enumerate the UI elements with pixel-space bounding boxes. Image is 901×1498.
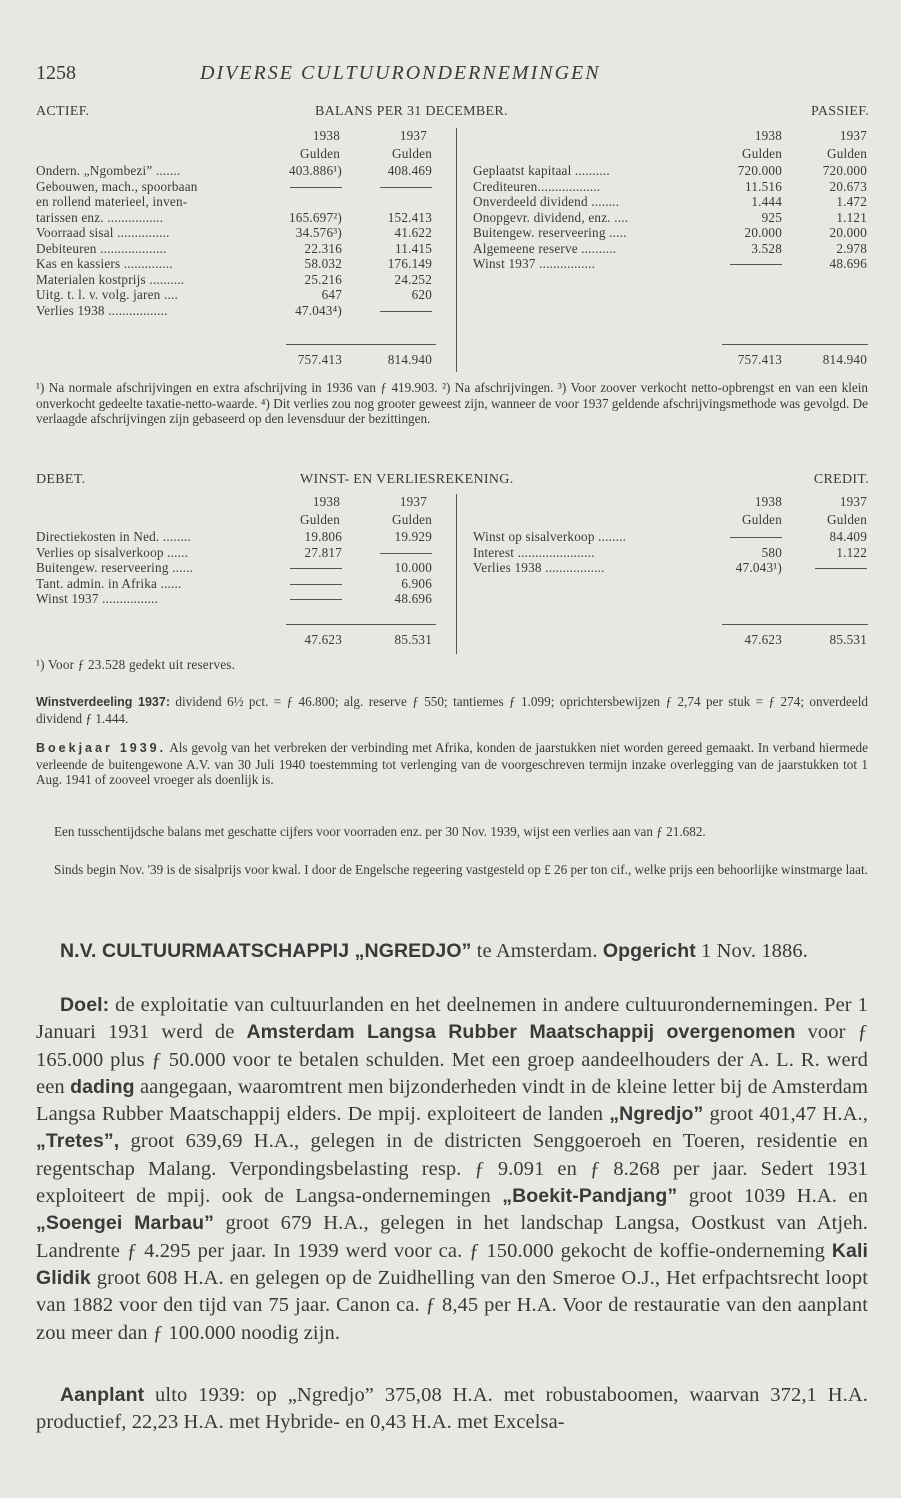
passief-row-value-1937: 720.000 [822,163,867,178]
debet-row-value-1938 [285,560,342,576]
debet-total-1937: 85.531 [394,632,432,647]
winstverdeeling-label: Winstverdeeling 1937: [36,695,170,709]
actief-row-label [36,179,280,195]
doel-paragraph [36,992,868,1347]
empty-value-dash [290,599,342,600]
actief-row-label-text: Kas en kassiers [36,256,121,271]
actief-row-label [36,225,280,241]
debet-row-value-1937: 48.696 [394,591,432,606]
credit-row-label-text: Interest [473,544,515,560]
actief-row-value-1938: 165.697²) [288,209,342,225]
debet-row-leader: ...... [163,544,189,560]
balance-title: BALANS PER 31 DECEMBER. [315,104,508,119]
passief-row-leader: ........ [587,194,620,209]
aanplant-paragraph [36,1382,868,1437]
debet-total-1938: 47.623 [304,632,342,647]
unit-1937: Gulden [391,146,432,161]
company-location: te Amsterdam. [471,940,603,962]
actief-row-label [36,241,280,257]
boekjaar-paragraph-2: Een tusschentijdsche balans met geschatte cijfers voor voorraden enz. per 30 Nov. 1939, wijst een verlies aan van ƒ 21.682. [54,824,706,839]
actief-row-value-1937: 620 [411,287,432,302]
debet-row-leader: ........ [159,529,191,544]
passief-row-leader: .................. [537,178,601,194]
passief-row-value-1937: 20.000 [829,225,867,240]
wv-year-1938-right: 1938 [754,494,782,509]
opgericht-date: 1 Nov. 1886. [695,940,808,962]
credit-row-label [473,529,723,545]
credit-row-value-1938 [725,529,782,545]
year-1937-right: 1937 [839,128,867,143]
actief-row-label [36,303,280,319]
company-name: N.V. CULTUURMAATSCHAPPIJ „NGREDJO” [60,940,472,962]
credit-total-rule [722,624,868,625]
actief-total-rule [286,344,436,345]
actief-heading: ACTIEF. [36,104,90,119]
actief-row-value-1937 [370,303,432,319]
doel-bold-5: „Boekit-Pandjang” [502,1185,678,1208]
unit-1938: Gulden [299,146,340,161]
year-1938-right: 1938 [754,128,782,143]
running-title: DIVERSE CULTUURONDERNEMINGEN [200,62,601,84]
aanplant-label: Aanplant [60,1384,145,1406]
actief-row-leader: ....... [152,163,181,178]
actief-row-value-1937: 152.413 [387,209,432,225]
credit-heading: CREDIT. [813,472,869,487]
actief-row-label-text: en rollend materieel, inven- [36,194,188,209]
year-1938: 1938 [312,128,340,143]
opgericht-label: Opgericht [602,940,696,962]
passief-total-rule [722,344,868,345]
aanplant-text: ulto 1939: op „Ngredjo” 375,08 H.A. met robustaboomen, waarvan 372,1 H.A. productief, 22,23 H.A. met Hybride- en 0,43 H.A. met Excelsa- [36,1384,868,1434]
empty-value-dash [290,187,342,188]
empty-value-dash [380,553,432,554]
debet-heading: DEBET. [36,472,86,487]
doel-text-7: groot 679 H.A., gelegen in het landschap Langsa, Oostkust van Atjeh. Landrente ƒ 4.295 per jaar. In 1939 werd voor ca. ƒ 150.000 gekocht de koffie-onderneming [36,1212,869,1262]
actief-row-label [36,194,280,210]
winstverdeeling-paragraph [36,694,868,726]
passief-row-value-1938 [725,256,782,272]
debet-row-leader: ...... [168,560,194,575]
credit-row-label-text: Verlies 1938 [473,560,542,575]
wv-footnote: ¹) Voor ƒ 23.528 gedekt uit reserves. [36,657,236,672]
passief-row-label [473,256,723,272]
passief-heading: PASSIEF. [811,104,869,119]
actief-row-value-1938: 647 [321,287,342,302]
debet-row-value-1937: 19.929 [394,529,432,544]
passief-row-value-1938: 925 [761,209,782,225]
wv-year-1937-right: 1937 [839,494,867,509]
actief-row-label [36,210,280,226]
passief-row-value-1938: 1.444 [751,194,782,209]
credit-row-leader: ...................... [514,544,595,560]
actief-row-value-1938: 25.216 [304,271,342,287]
actief-row-leader: .......... [145,271,185,287]
balance-divider [456,128,457,372]
passief-row-value-1938: 3.528 [751,240,782,256]
doel-text-5: groot 639,69 H.A., gelegen in de districten Senggoeroeh en Toeren, residentie en regentschap Malang. Verpondingsbelasting resp. ƒ 9.091 en ƒ 8.268 per jaar. Sedert 1931 exploiteert de mpij. ook de Langsa-ondernemingen [36,1130,868,1208]
debet-row-label [36,529,286,545]
debet-row-label [36,560,286,576]
actief-row-leader: ................. [104,302,168,318]
boekjaar-paragraph [36,740,868,788]
passief-row-leader: .......... [577,240,617,256]
passief-row-label [473,225,723,241]
passief-row-label-text: Buitengew. reserveering [473,225,606,240]
empty-value-dash [380,187,432,188]
empty-value-dash [730,264,782,265]
doel-text-3: aangegaan, waaromtrent men bijzonderheden vindt in de kleine letter bij de Amsterdam Langsa Rubber Maatschappij elders. De mpij. exploiteert de landen [36,1075,868,1126]
debet-row-label [36,576,286,592]
actief-row-leader: .... [160,287,178,302]
passief-row-leader: ................ [535,256,596,271]
year-1937: 1937 [399,128,427,143]
debet-row-label-text: Directiekosten in Ned. [36,529,160,544]
wv-unit-1937: Gulden [391,512,432,527]
credit-row-value-1937: 1.122 [836,544,867,560]
credit-row-leader: ........ [594,529,627,544]
passief-row-leader: .......... [571,163,610,178]
wv-title: WINST- EN VERLIESREKENING. [300,472,514,487]
actief-row-value-1937: 176.149 [387,256,432,271]
debet-row-value-1938: 19.806 [304,529,342,544]
doel-text-4: groot 401,47 H.A., [703,1103,869,1126]
debet-row-label-text: Verlies op sisalverkoop [36,544,164,560]
doel-bold-4: „Tretes”, [36,1130,120,1153]
actief-row-leader: ............... [113,225,170,240]
credit-row-value-1937: 84.409 [829,529,867,544]
actief-row-label-text: Debiteuren [36,240,97,256]
actief-row-label-text: Ondern. „Ngombezi” [36,163,153,178]
actief-row-label-text: Verlies 1938 [36,302,105,318]
debet-row-label-text: Buitengew. reserveering [36,560,169,575]
actief-total-1938: 757.413 [297,352,342,367]
wv-year-1938: 1938 [312,494,340,509]
passief-row-value-1937: 2.978 [836,240,867,256]
passief-row-label-text: Winst 1937 [473,256,536,271]
company-heading [36,938,868,965]
doel-text-6: groot 1039 H.A. en [677,1185,868,1208]
actief-row-value-1937: 41.622 [394,225,432,240]
empty-value-dash [290,568,342,569]
actief-row-value-1938: 22.316 [304,240,342,256]
empty-value-dash [815,568,867,569]
empty-value-dash [380,311,432,312]
debet-row-value-1937: 10.000 [394,560,432,575]
passief-row-value-1938: 20.000 [744,225,782,240]
passief-row-value-1938: 11.516 [745,178,782,194]
balance-footnotes: ¹) Na normale afschrijvingen en extra afschrijving in 1936 van ƒ 419.903. ²) Na afschrijvingen. ³) Voor zoover verkocht netto-opbrengst en van een klein onverkocht gedeelte taxatie-netto-waarde. ⁴) Dit verlies zou nog grooter geweest zijn, wanneer de voor 1937 geldende afschrijvingsmethode was gevolgd. De verlaagde afschrijvingen zijn gebaseerd op den levensduur der bezittingen. [36,380,868,427]
boekjaar-paragraph-3: Sinds begin Nov. '39 is de sisalprijs voor kwal. I door de Engelsche regeering vastgesteld op £ 26 per ton cif., welke prijs een behoorlijke winstmarge laat. [54,862,868,877]
credit-row-leader: ................. [541,560,605,575]
actief-row-value-1937: 408.469 [387,163,432,178]
debet-row-value-1938: 27.817 [304,544,342,560]
actief-row-label-text: Uitg. t. l. v. volg. jaren [36,287,161,302]
actief-row-label-text: Materialen kostprijs [36,271,146,287]
debet-row-label [36,545,286,561]
credit-total-1937: 85.531 [829,632,867,647]
wv-unit-1937-right: Gulden [826,512,867,527]
passief-row-leader: ..... [605,225,627,240]
empty-value-dash [290,584,342,585]
doel-bold-3: „Ngredjo” [609,1103,704,1126]
doel-bold-6: „Soengei Marbau” [36,1212,214,1235]
debet-row-leader: ...... [157,575,182,591]
winstverdeeling-text: dividend 6½ pct. = ƒ 46.800; alg. reserve ƒ 550; tantiemes ƒ 1.099; oprichtersbewijzen ƒ 2,74 per stuk = ƒ 274; onverdeeld dividend ƒ 1.444. [36,694,868,726]
doel-label: Doel: [60,994,110,1016]
actief-row-value-1937 [370,179,432,195]
debet-row-label [36,591,286,607]
debet-row-value-1937 [370,545,432,561]
debet-row-leader: ................ [98,591,159,606]
actief-row-label [36,272,280,288]
passief-row-value-1937: 48.696 [829,256,867,271]
boekjaar-text: Als gevolg van het verbreken der verbinding met Afrika, konden de jaarstukken niet worden gereed gemaakt. In verband hiermede verleende de buitengewone A.V. van 30 Juli 1940 toestemming tot verlenging van de voorgeschreven termijn inzake overlegging van de jaarstukken tot 1 Aug. 1941 of zooveel vroeger als doenlijk is. [36,740,869,788]
passief-row-value-1937: 20.673 [829,178,867,194]
unit-1938-right: Gulden [741,146,782,161]
wv-unit-1938-right: Gulden [741,512,782,527]
actief-row-label [36,163,280,179]
debet-row-value-1938 [285,576,342,592]
unit-1937-right: Gulden [826,146,867,161]
passief-total-1937: 814.940 [822,352,867,367]
passief-row-label-text: Onverdeeld dividend [473,194,588,209]
empty-value-dash [730,537,782,538]
actief-row-value-1938: 58.032 [304,256,342,271]
wv-divider [456,494,457,654]
credit-row-value-1938: 580 [761,544,782,560]
credit-row-label [473,545,723,561]
wv-year-1937: 1937 [399,494,427,509]
actief-row-leader: .............. [120,256,173,271]
actief-row-value-1938: 34.576³) [295,225,342,240]
passief-row-label [473,163,723,179]
passief-row-label [473,210,723,226]
passief-row-leader: .... [610,209,629,225]
passief-row-label-text: Crediteuren [473,178,538,194]
doel-text-2: voor ƒ 165.000 plus ƒ 50.000 voor te betalen schulden. Met een groep aandeelhouders der A. L. R. werd een [36,1021,868,1098]
doel-bold-2: dading [70,1075,135,1098]
doel-text-1: de exploitatie van cultuurlanden en het deelnemen in andere cultuurondernemingen. Per 1 Januari 1931 werd de [36,994,868,1044]
actief-row-value-1937: 24.252 [394,271,432,287]
debet-total-rule [286,624,436,625]
passief-row-value-1937: 1.472 [836,194,867,209]
actief-row-label [36,287,280,303]
actief-row-leader: ................ [103,209,164,225]
page-number: 1258 [36,62,76,84]
debet-row-label-text: Winst 1937 [36,591,99,606]
passief-row-label-text: Onopgevr. dividend, enz. [473,209,611,225]
actief-row-value-1938: 47.043⁴) [295,302,342,318]
credit-total-1938: 47.623 [744,632,782,647]
actief-row-label [36,256,280,272]
passief-row-value-1938: 720.000 [737,163,782,178]
actief-row-label-text: Voorraad sisal [36,225,114,240]
passief-row-label [473,194,723,210]
passief-row-label-text: Algemeene reserve [473,240,578,256]
doel-bold-7: Kali Glidik [36,1239,868,1289]
actief-row-leader: ................... [96,240,167,256]
credit-row-label [473,560,723,576]
debet-row-value-1938 [285,591,342,607]
passief-total-1938: 757.413 [737,352,782,367]
actief-row-label-text: tarissen enz. [36,209,104,225]
passief-row-value-1937: 1.121 [836,209,867,225]
actief-row-value-1938: 403.886¹) [288,163,342,178]
wv-unit-1938: Gulden [299,512,340,527]
debet-row-label-text: Tant. admin. in Afrika [36,575,158,591]
boekjaar-label: Boekjaar 1939. [36,741,167,755]
passief-row-label-text: Geplaatst kapitaal [473,163,572,178]
credit-row-value-1937 [805,560,867,576]
passief-row-label [473,241,723,257]
credit-row-label-text: Winst op sisalverkoop [473,529,595,544]
actief-row-value-1937: 11.415 [395,240,432,256]
debet-row-value-1937: 6.906 [401,575,432,591]
credit-row-value-1938: 47.043¹) [735,560,782,575]
actief-row-value-1938 [285,179,342,195]
passief-row-label [473,179,723,195]
actief-total-1937: 814.940 [387,352,432,367]
actief-row-label-text: Gebouwen, mach., spoorbaan [36,178,198,194]
doel-text-8: groot 608 H.A. en gelegen op de Zuidhelling van den Smeroe O.J., Het erfpachtsrecht loopt van 1882 voor den tijd van 75 jaar. Canon ca. ƒ 8,45 per H.A. Voor de restauratie van den aanplant zou meer dan ƒ 100.000 noodig zijn. [36,1266,868,1344]
doel-bold-1: Amsterdam Langsa Rubber Maatschappij overgenomen [246,1021,796,1044]
